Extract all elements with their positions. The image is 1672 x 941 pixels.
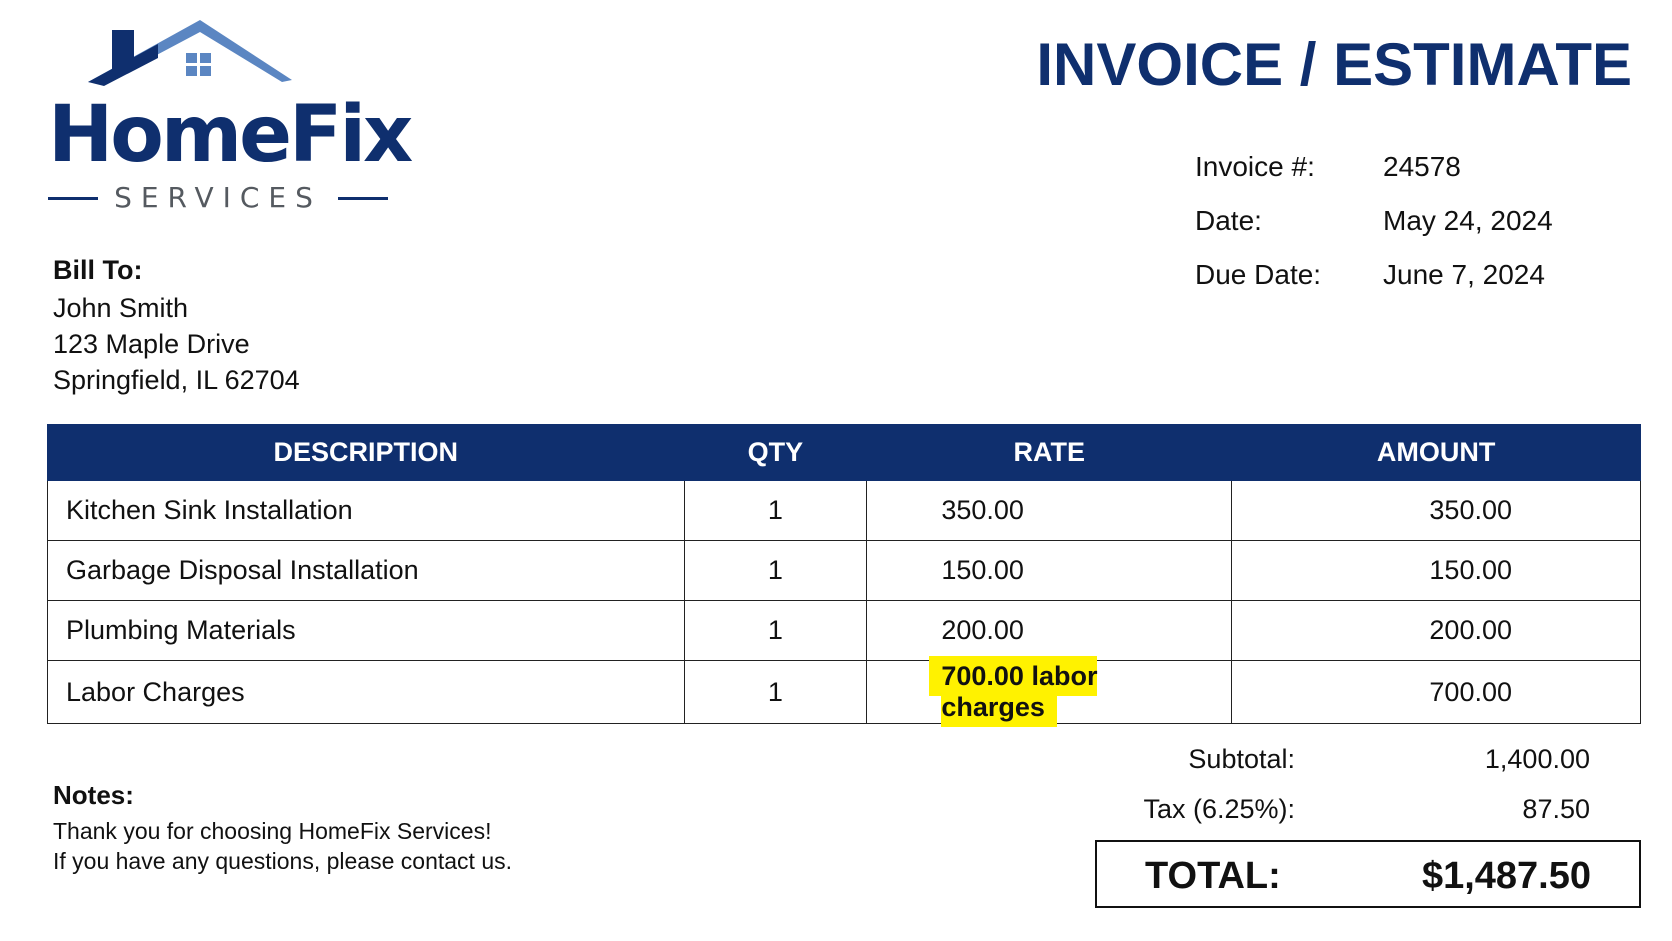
total-value: $1,487.50	[1421, 855, 1591, 897]
item-qty: 1	[684, 481, 867, 541]
item-rate: 150.00	[867, 541, 1232, 601]
item-rate-cell	[867, 661, 1232, 724]
item-rate: 200.00	[867, 601, 1232, 661]
notes-line: Thank you for choosing HomeFix Services!	[53, 818, 492, 844]
item-amount: 700.00	[1232, 661, 1641, 724]
item-amount: 150.00	[1232, 541, 1641, 601]
column-header-rate: RATE	[867, 425, 1232, 481]
bill-to-heading: Bill To:	[53, 255, 143, 285]
customer-street: 123 Maple Drive	[53, 329, 250, 359]
meta-label: Due Date:	[1195, 259, 1322, 290]
customer-name: John Smith	[53, 293, 189, 323]
house-icon	[88, 14, 348, 94]
company-logo	[48, 14, 411, 214]
table-row	[48, 601, 1641, 661]
line-items-table	[47, 424, 1641, 724]
tax-row	[1100, 788, 1640, 838]
tax-value: 87.50	[1522, 794, 1590, 824]
total-label: TOTAL:	[1145, 855, 1281, 897]
meta-row-invoice-number	[1195, 140, 1553, 194]
meta-value: June 7, 2024	[1383, 259, 1545, 290]
table-row	[48, 661, 1641, 724]
column-header-description: DESCRIPTION	[48, 425, 685, 481]
highlighted-rate: 700.00 labor charges	[929, 656, 1097, 727]
subtotal-row	[1100, 738, 1640, 788]
meta-label: Invoice #:	[1195, 151, 1315, 182]
meta-value: 24578	[1383, 151, 1461, 182]
subtotal-value: 1,400.00	[1484, 744, 1590, 774]
table-row	[48, 481, 1641, 541]
notes-block	[53, 780, 512, 876]
item-amount: 200.00	[1232, 601, 1641, 661]
column-header-qty: QTY	[684, 425, 867, 481]
customer-city: Springfield, IL 62704	[53, 365, 300, 395]
item-rate: 350.00	[867, 481, 1232, 541]
item-amount: 350.00	[1232, 481, 1641, 541]
meta-value: May 24, 2024	[1383, 205, 1553, 236]
column-header-amount: AMOUNT	[1232, 425, 1641, 481]
item-qty: 1	[684, 661, 867, 724]
table-row	[48, 541, 1641, 601]
item-qty: 1	[684, 601, 867, 661]
logo-tagline-row	[48, 181, 388, 214]
subtotal-label: Subtotal:	[1188, 744, 1295, 774]
logo-name: HomeFix	[48, 90, 411, 180]
meta-label: Date:	[1195, 205, 1262, 236]
totals-block	[1100, 738, 1640, 838]
grand-total-box	[1095, 840, 1641, 908]
meta-row-due-date	[1195, 248, 1553, 302]
bill-to-block	[53, 252, 300, 398]
logo-tagline: SERVICES	[114, 181, 322, 214]
item-description: Labor Charges	[48, 661, 685, 724]
notes-line: If you have any questions, please contact us.	[53, 848, 513, 874]
invoice-meta	[1195, 140, 1553, 302]
table-header-row	[48, 425, 1641, 481]
tagline-rule-left	[48, 197, 98, 200]
meta-row-date	[1195, 194, 1553, 248]
item-qty: 1	[684, 541, 867, 601]
item-description: Kitchen Sink Installation	[48, 481, 685, 541]
tagline-rule-right	[338, 197, 388, 200]
item-description: Garbage Disposal Installation	[48, 541, 685, 601]
notes-heading: Notes:	[53, 780, 134, 810]
tax-label: Tax (6.25%):	[1143, 794, 1295, 824]
document-title: INVOICE / ESTIMATE	[1036, 31, 1632, 98]
item-description: Plumbing Materials	[48, 601, 685, 661]
